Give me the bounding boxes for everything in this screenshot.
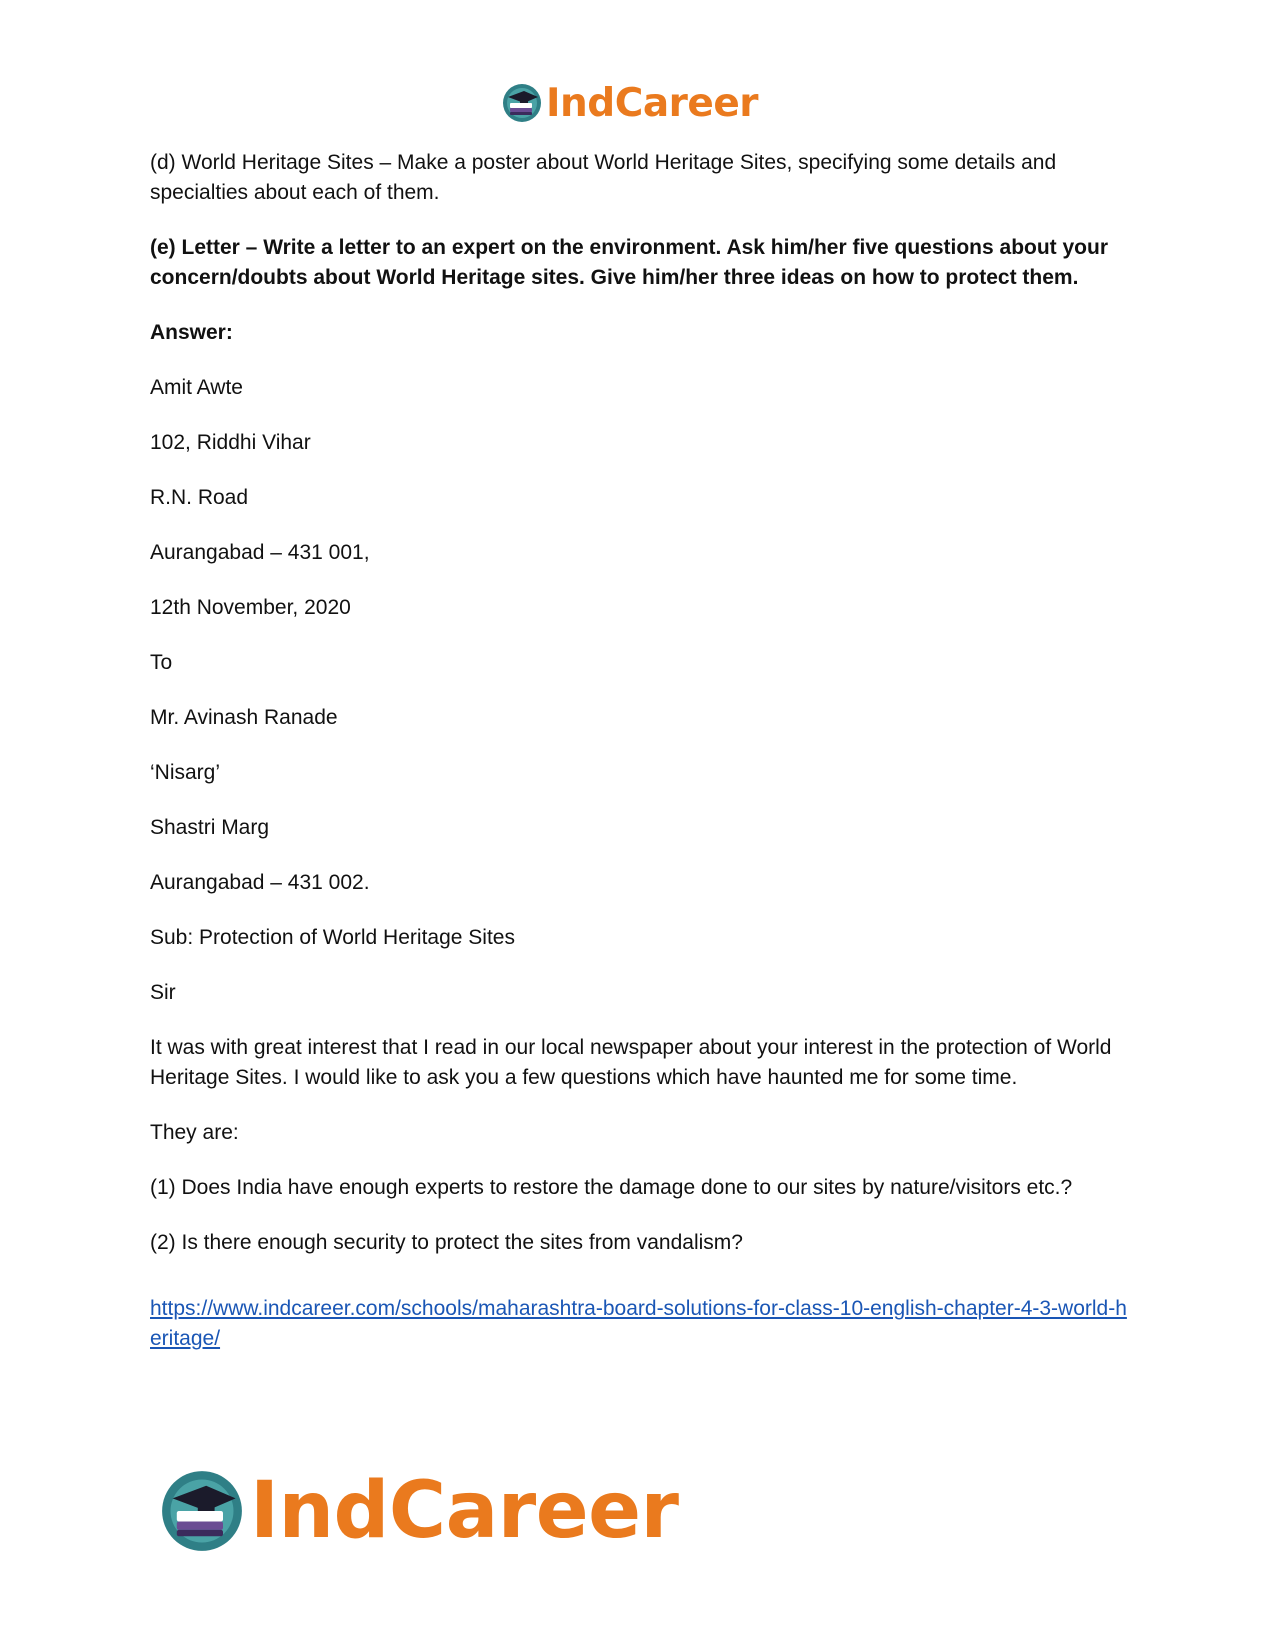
letter-body-intro: They are: — [150, 1121, 239, 1144]
question-2: (2) Is there enough security to protect the sites from vandalism? — [150, 1231, 743, 1254]
recipient-name: Mr. Avinash Ranade — [150, 706, 338, 729]
answer-heading: Answer: — [150, 321, 233, 344]
source-link[interactable]: https://www.indcareer.com/schools/maharashtra-board-solutions-for-class-10-english-chapter-4-3-world-heritage/ — [150, 1297, 1127, 1350]
recipient-address-line-2: Shastri Marg — [150, 816, 270, 839]
letter-date: 12th November, 2020 — [150, 596, 351, 619]
indcareer-logo-header — [502, 80, 758, 126]
salutation: Sir — [150, 981, 176, 1004]
logo-text: IndCareer — [250, 1466, 679, 1556]
book-graduation-cap-icon — [502, 83, 542, 123]
sender-address-line-2: R.N. Road — [150, 486, 249, 509]
sender-address-line-1: 102, Riddhi Vihar — [150, 431, 311, 454]
question-1: (1) Does India have enough experts to restore the damage done to our sites by nature/visitors etc.? — [150, 1176, 1073, 1199]
task-e-question: (e) Letter – Write a letter to an expert on the environment. Ask him/her five questions about your concern/doubts about World Heritage sites. Give him/her three ideas on how to protect them. — [150, 236, 1109, 289]
recipient-address-line-1: ‘Nisarg’ — [150, 761, 221, 784]
recipient-address-line-3: Aurangabad – 431 002. — [150, 871, 370, 894]
document-body — [150, 148, 1130, 1354]
indcareer-logo-footer — [160, 1465, 679, 1557]
to-label: To — [150, 651, 173, 674]
logo-text: IndCareer — [546, 80, 758, 126]
letter-body-paragraph: It was with great interest that I read in our local newspaper about your interest in the protection of World Heritage Sites. I would like to ask you a few questions which have haunted me for some time. — [150, 1036, 1112, 1089]
task-d-paragraph: (d) World Heritage Sites – Make a poster about World Heritage Sites, specifying some details and specialties about each of them. — [150, 151, 1057, 204]
sender-name: Amit Awte — [150, 376, 243, 399]
book-graduation-cap-icon — [160, 1469, 244, 1553]
sender-address-line-3: Aurangabad – 431 001, — [150, 541, 370, 564]
letter-subject: Sub: Protection of World Heritage Sites — [150, 926, 515, 949]
